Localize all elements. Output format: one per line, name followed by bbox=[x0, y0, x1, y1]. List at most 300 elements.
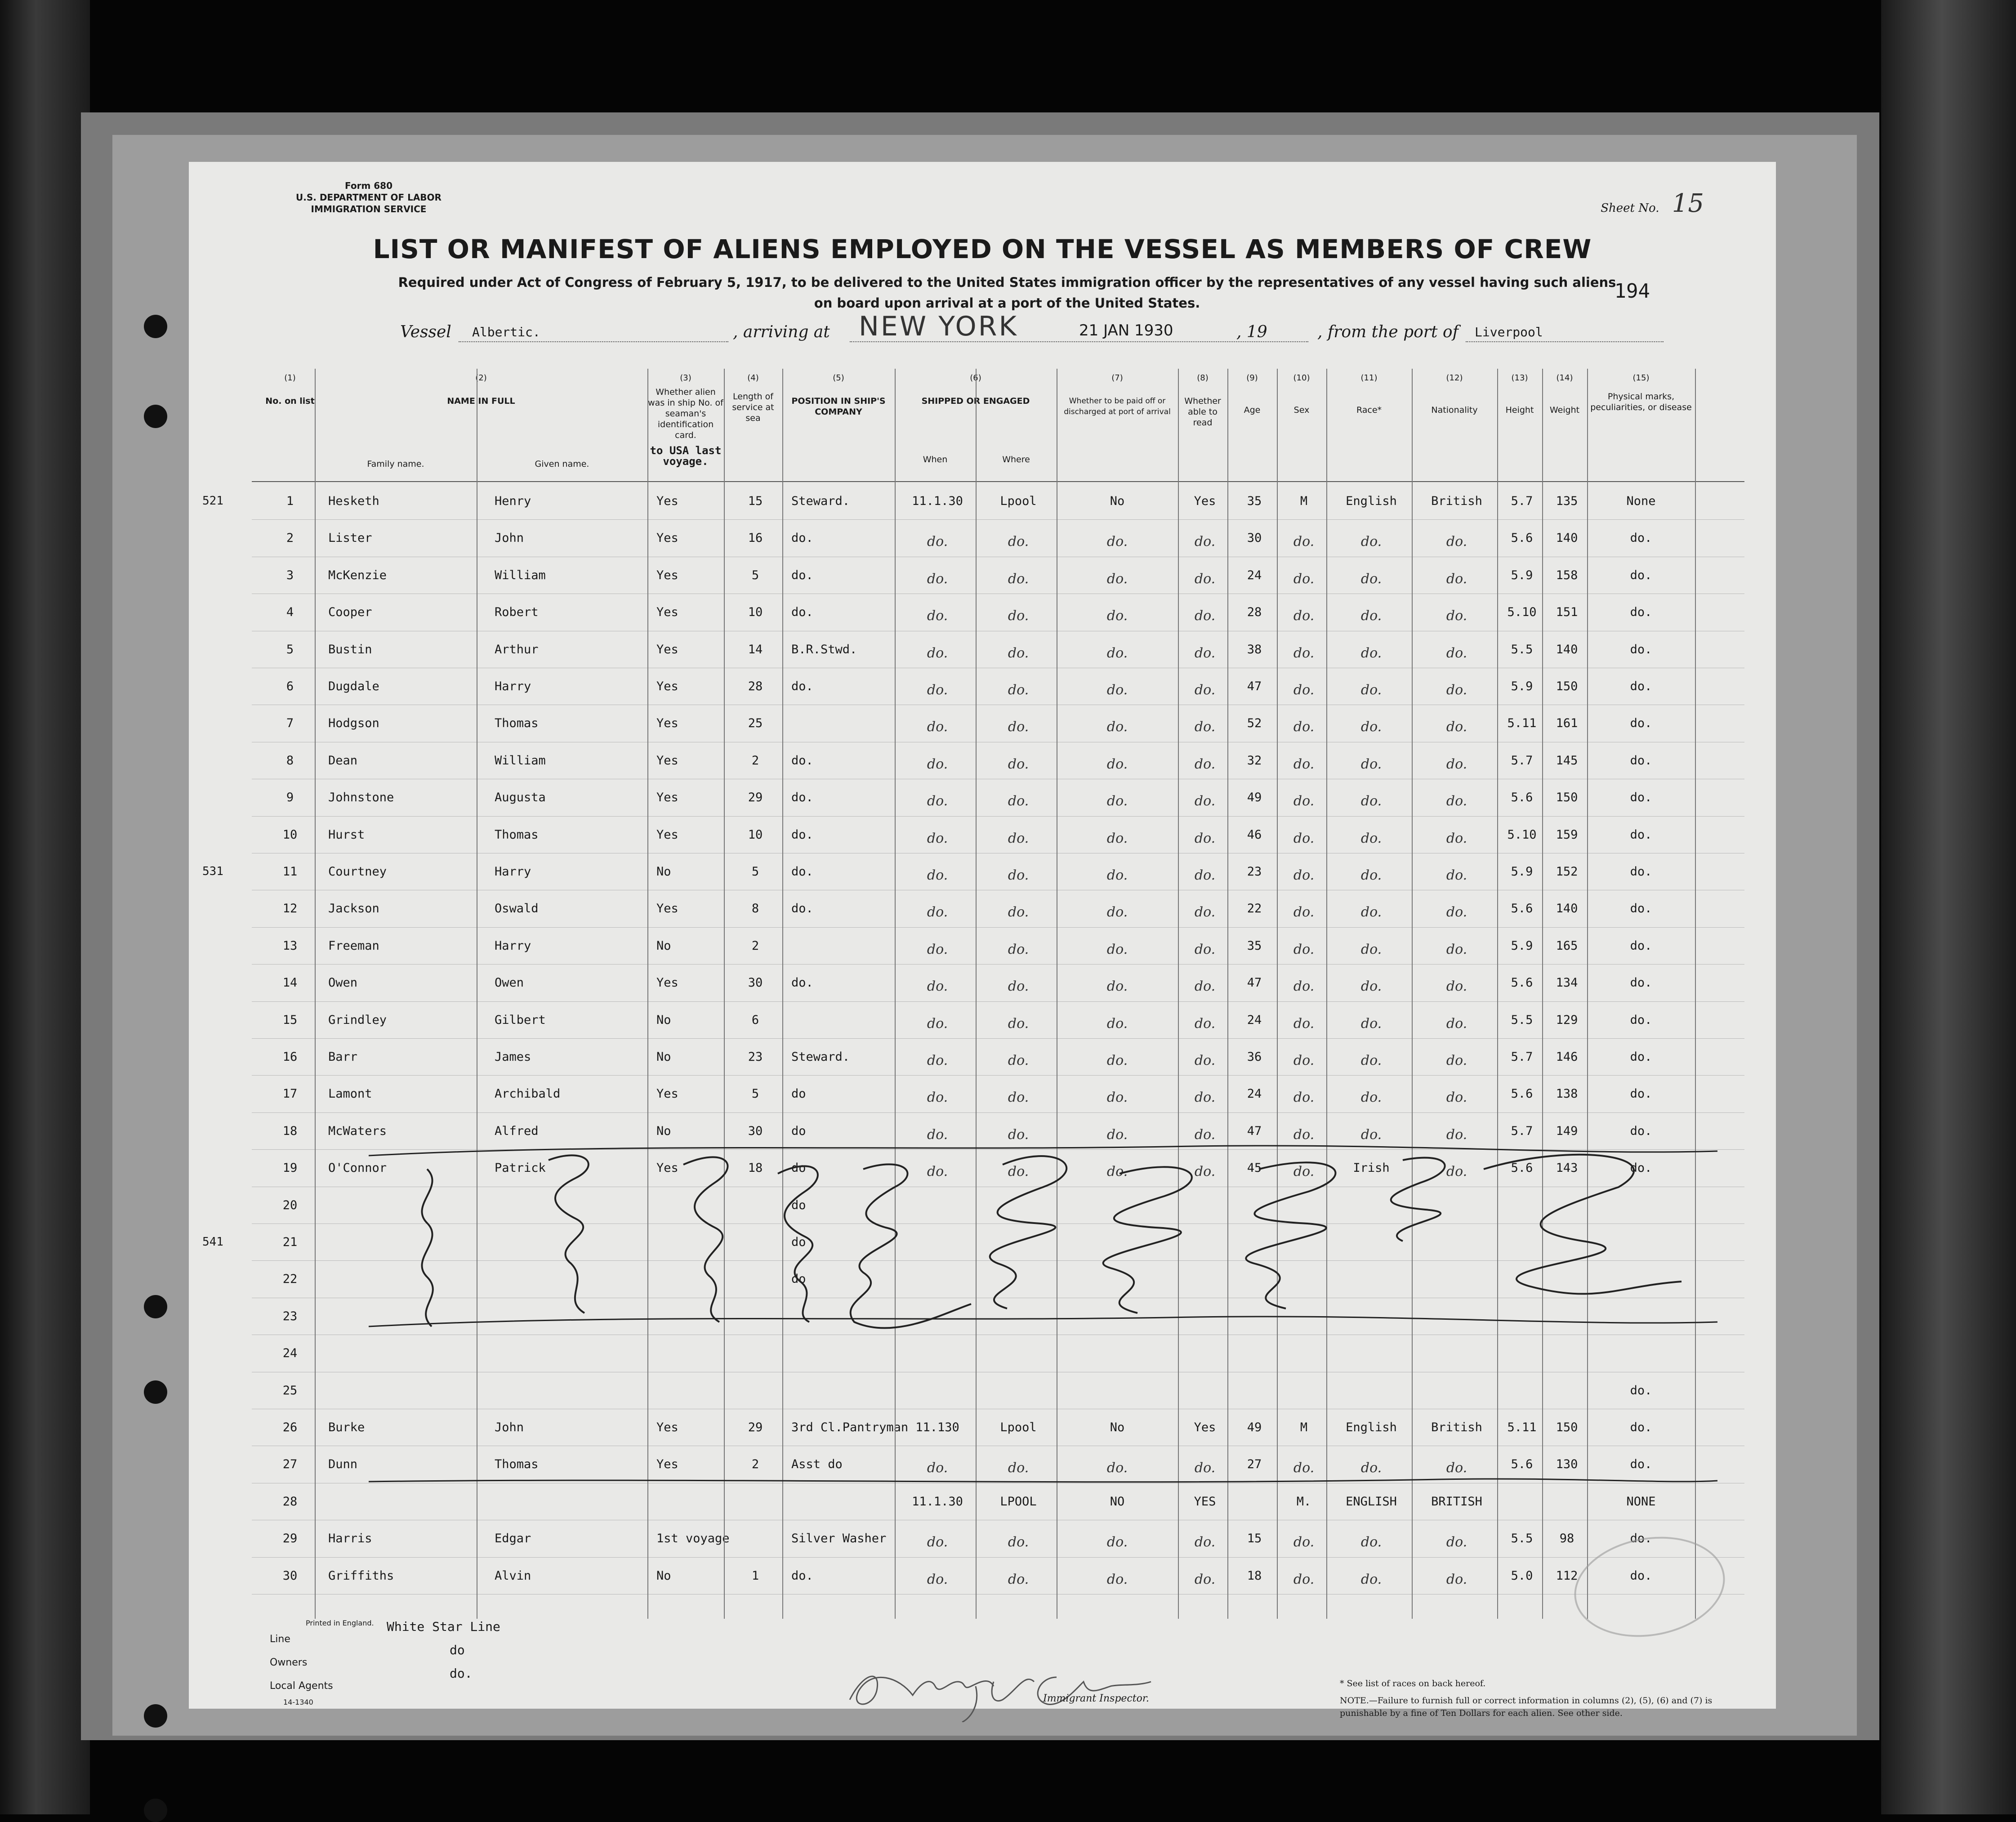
cell-no: 2 bbox=[286, 531, 294, 545]
cell-marks: do. bbox=[1630, 642, 1652, 656]
cell-service: 28 bbox=[748, 679, 763, 693]
cell-family: Burke bbox=[328, 1420, 365, 1434]
ditto-mark: do. bbox=[1360, 1534, 1382, 1550]
cell-service: 29 bbox=[748, 790, 763, 805]
cell-paid-off: No bbox=[1110, 494, 1125, 508]
sheet-value: 15 bbox=[1672, 189, 1704, 218]
service: IMMIGRATION SERVICE bbox=[311, 204, 427, 214]
ditto-mark: do. bbox=[1360, 719, 1382, 735]
table-row bbox=[252, 1373, 1744, 1409]
ditto-mark: do. bbox=[927, 1460, 948, 1476]
ditto-mark: do. bbox=[1008, 682, 1029, 698]
column-rule bbox=[895, 369, 896, 1619]
cell-in-ship: Yes bbox=[656, 531, 678, 545]
cell-given: Gilbert bbox=[495, 1013, 546, 1027]
cell-age: 46 bbox=[1247, 827, 1262, 842]
department: U.S. DEPARTMENT OF LABOR bbox=[296, 192, 442, 203]
cell-in-ship: Yes bbox=[656, 568, 678, 582]
column-rule bbox=[1695, 369, 1696, 1619]
column-number: (5) bbox=[833, 373, 844, 383]
header-weight: Weight bbox=[1549, 405, 1580, 415]
cell-age: 47 bbox=[1247, 679, 1262, 693]
cell-given: Alvin bbox=[495, 1568, 531, 1583]
cell-no: 16 bbox=[282, 1050, 298, 1064]
ditto-mark: do. bbox=[1008, 793, 1029, 809]
ditto-mark: do. bbox=[1194, 1090, 1216, 1106]
ditto-mark: do. bbox=[1194, 830, 1216, 846]
ditto-mark: do. bbox=[1194, 904, 1216, 920]
ditto-mark: do. bbox=[1008, 1090, 1029, 1106]
cell-service: 5 bbox=[751, 568, 759, 582]
cell-in-ship: No bbox=[656, 1013, 671, 1027]
year-label: , 19 bbox=[1236, 323, 1267, 341]
cell-service: 10 bbox=[748, 605, 763, 620]
cell-height: 5.6 bbox=[1511, 902, 1533, 916]
cell-race: English bbox=[1346, 494, 1397, 508]
cell-position: do. bbox=[791, 679, 813, 693]
cell-family: Griffiths bbox=[328, 1568, 394, 1583]
ditto-mark: do. bbox=[1293, 941, 1315, 957]
cell-given: Thomas bbox=[495, 716, 539, 731]
column-number: (15) bbox=[1632, 373, 1650, 383]
column-number: (13) bbox=[1511, 373, 1528, 383]
cell-weight: 150 bbox=[1556, 1420, 1578, 1434]
cell-no: 19 bbox=[282, 1161, 298, 1175]
cell-position: do. bbox=[791, 865, 813, 879]
cell-weight: 165 bbox=[1556, 938, 1578, 953]
cell-service: 2 bbox=[751, 753, 759, 768]
ditto-mark: do. bbox=[1106, 978, 1128, 995]
ditto-mark: do. bbox=[1293, 1126, 1315, 1143]
cell-in-ship: Yes bbox=[656, 753, 678, 768]
cell-position: do bbox=[791, 1161, 806, 1175]
ditto-mark: do. bbox=[1194, 756, 1216, 772]
ditto-mark: do. bbox=[927, 793, 948, 809]
cell-no: 26 bbox=[282, 1420, 298, 1434]
ditto-mark: do. bbox=[1360, 978, 1382, 995]
header-no-on-list: No. on list bbox=[265, 396, 315, 406]
ditto-mark: do. bbox=[1008, 1164, 1029, 1180]
owners-value: do bbox=[450, 1643, 465, 1657]
cell-height: 5.6 bbox=[1511, 531, 1533, 545]
column-rule bbox=[647, 369, 648, 1619]
cell-given: Archibald bbox=[495, 1087, 561, 1101]
ditto-mark: do. bbox=[1106, 1015, 1128, 1032]
cell-marks: do. bbox=[1630, 1532, 1652, 1546]
ditto-mark: do. bbox=[1194, 534, 1216, 550]
column-number: (12) bbox=[1446, 373, 1463, 383]
cell-age: 36 bbox=[1247, 1050, 1262, 1064]
printed-note: Printed in England. bbox=[306, 1619, 374, 1627]
ditto-mark: do. bbox=[1446, 1015, 1467, 1032]
ditto-mark: do. bbox=[1106, 904, 1128, 920]
cell-in-ship: Yes bbox=[656, 1087, 678, 1101]
ditto-mark: do. bbox=[1446, 830, 1467, 846]
ditto-mark: do. bbox=[1293, 1460, 1315, 1476]
cell-height: 5.9 bbox=[1511, 679, 1533, 693]
column-rule bbox=[1326, 369, 1327, 1619]
cell-service: 23 bbox=[748, 1050, 763, 1064]
margin-note: 541 bbox=[202, 1235, 223, 1249]
cell-height: 5.5 bbox=[1511, 642, 1533, 656]
column-rule bbox=[1587, 369, 1588, 1619]
cell-height: 5.0 bbox=[1511, 1568, 1533, 1583]
cell-age: 24 bbox=[1247, 1087, 1262, 1101]
vessel-name: Albertic. bbox=[472, 325, 540, 339]
ditto-mark: do. bbox=[1360, 534, 1382, 550]
cell-marks: None bbox=[1626, 494, 1656, 508]
cell-position: B.R.Stwd. bbox=[791, 642, 857, 656]
cell-family: Hurst bbox=[328, 827, 365, 842]
cell-family: Dean bbox=[328, 753, 358, 768]
cell-in-ship: 1st voyage bbox=[656, 1532, 730, 1546]
table-row bbox=[252, 965, 1744, 1001]
ditto-mark: do. bbox=[1446, 719, 1467, 735]
cell-marks: do. bbox=[1630, 1457, 1652, 1472]
cell-in-ship: Yes bbox=[656, 827, 678, 842]
ditto-mark: do. bbox=[1106, 1164, 1128, 1180]
ditto-mark: do. bbox=[1008, 1460, 1029, 1476]
binder-hole bbox=[144, 1380, 167, 1404]
ditto-mark: do. bbox=[1293, 534, 1315, 550]
cell-service: 5 bbox=[751, 1087, 759, 1101]
subtitle-line-1: Required under Act of Congress of February 5, 1917, to be delivered to the United States immigration officer by the representatives of any vessel having such aliens bbox=[398, 275, 1616, 290]
cell-weight: 145 bbox=[1556, 753, 1578, 768]
footer-labels bbox=[270, 1619, 374, 1707]
cell-no: 17 bbox=[282, 1087, 298, 1101]
ditto-mark: do. bbox=[1446, 1126, 1467, 1143]
cell-height: 5.6 bbox=[1511, 1087, 1533, 1101]
ditto-mark: do. bbox=[1106, 793, 1128, 809]
cell-family: Dunn bbox=[328, 1457, 358, 1472]
ditto-mark: do. bbox=[1360, 1090, 1382, 1106]
ditto-mark: do. bbox=[1194, 978, 1216, 995]
ditto-mark: do. bbox=[1360, 571, 1382, 587]
ditto-mark: do. bbox=[1446, 756, 1467, 772]
footnotes bbox=[1340, 1677, 1744, 1719]
cell-service: 1 bbox=[751, 1568, 759, 1583]
ditto-mark: do. bbox=[1293, 608, 1315, 624]
ditto-mark: do. bbox=[1008, 756, 1029, 772]
cell-height: 5.7 bbox=[1511, 494, 1533, 508]
ditto-mark: do. bbox=[1106, 1571, 1128, 1587]
cell-age: 30 bbox=[1247, 531, 1262, 545]
cell-weight: 161 bbox=[1556, 716, 1578, 731]
ditto-mark: do. bbox=[1194, 867, 1216, 883]
cell-position: do. bbox=[791, 531, 813, 545]
ditto-mark: do. bbox=[1194, 1534, 1216, 1550]
ditto-mark: do. bbox=[1008, 978, 1029, 995]
cell-when: 11.1.30 bbox=[912, 494, 963, 508]
cell-no: 27 bbox=[282, 1457, 298, 1472]
cell-height: 5.7 bbox=[1511, 1124, 1533, 1138]
ditto-mark: do. bbox=[927, 756, 948, 772]
form-number: Form 680 bbox=[344, 180, 392, 191]
header-position: POSITION IN SHIP'S COMPANY bbox=[791, 396, 886, 417]
cell-service: 2 bbox=[751, 938, 759, 953]
ditto-mark: do. bbox=[1360, 904, 1382, 920]
ditto-mark: do. bbox=[1446, 904, 1467, 920]
binder-hole bbox=[144, 1704, 167, 1728]
cell-age: 49 bbox=[1247, 1420, 1262, 1434]
cell-no: 9 bbox=[286, 790, 294, 805]
cell-given: Patrick bbox=[495, 1161, 546, 1175]
ditto-mark: do. bbox=[1008, 645, 1029, 661]
ditto-mark: do. bbox=[1008, 1053, 1029, 1068]
cell-read: Yes bbox=[1194, 1420, 1216, 1434]
binder-hole bbox=[144, 1295, 167, 1318]
cell-service: 30 bbox=[748, 1124, 763, 1138]
cell-marks: do. bbox=[1630, 938, 1652, 953]
cell-weight: 138 bbox=[1556, 1087, 1578, 1101]
cell-no: 21 bbox=[282, 1235, 298, 1249]
cell-given: Thomas bbox=[495, 1457, 539, 1472]
column-rule bbox=[1277, 369, 1278, 1619]
cell-height: 5.6 bbox=[1511, 1457, 1533, 1472]
cell-height: 5.11 bbox=[1507, 1420, 1537, 1434]
column-rule bbox=[782, 369, 783, 1619]
cell-given: John bbox=[495, 531, 524, 545]
cell-age: 32 bbox=[1247, 753, 1262, 768]
table-row bbox=[252, 483, 1744, 519]
ditto-mark: do. bbox=[1194, 1015, 1216, 1032]
cell-weight: 143 bbox=[1556, 1161, 1578, 1175]
header-nationality: Nationality bbox=[1431, 405, 1478, 415]
ditto-mark: do. bbox=[1360, 1571, 1382, 1587]
cell-position: do. bbox=[791, 1568, 813, 1583]
cell-no: 8 bbox=[286, 753, 294, 768]
cell-weight: 140 bbox=[1556, 902, 1578, 916]
ditto-mark: do. bbox=[1194, 1460, 1216, 1476]
cell-service: 10 bbox=[748, 827, 763, 842]
cell-marks: do. bbox=[1630, 1124, 1652, 1138]
cell-position: do. bbox=[791, 976, 813, 990]
cell-family: Lister bbox=[328, 531, 372, 545]
cell-no: 20 bbox=[282, 1198, 298, 1212]
ditto-mark: do. bbox=[1293, 867, 1315, 883]
cell-weight: 140 bbox=[1556, 531, 1578, 545]
cell-sex: M bbox=[1300, 1420, 1308, 1434]
cell-marks: do. bbox=[1630, 1087, 1652, 1101]
cell-marks: do. bbox=[1630, 1568, 1652, 1583]
cell-age: 52 bbox=[1247, 716, 1262, 731]
cell-no: 13 bbox=[282, 938, 298, 953]
cell-height: 5.10 bbox=[1507, 605, 1537, 620]
cell-no: 10 bbox=[282, 827, 298, 842]
cell-race: ENGLISH bbox=[1346, 1494, 1397, 1509]
cell-nationality: BRITISH bbox=[1431, 1494, 1482, 1509]
cell-position: do. bbox=[791, 827, 813, 842]
cell-weight: 159 bbox=[1556, 827, 1578, 842]
cell-weight: 149 bbox=[1556, 1124, 1578, 1138]
binder-right-edge bbox=[1881, 0, 2016, 1814]
ditto-mark: do. bbox=[1293, 1053, 1315, 1068]
cell-nationality: British bbox=[1431, 1420, 1482, 1434]
cell-family: Hodgson bbox=[328, 716, 379, 731]
cell-given: Harry bbox=[495, 679, 531, 693]
cell-no: 24 bbox=[282, 1346, 298, 1361]
cell-position: do. bbox=[791, 902, 813, 916]
cell-in-ship: Yes bbox=[656, 716, 678, 731]
ditto-mark: do. bbox=[927, 978, 948, 995]
ditto-mark: do. bbox=[1360, 830, 1382, 846]
column-number: (11) bbox=[1360, 373, 1378, 383]
cell-given: Oswald bbox=[495, 902, 539, 916]
cell-marks: do. bbox=[1630, 716, 1652, 731]
cell-family: McKenzie bbox=[328, 568, 387, 582]
ditto-mark: do. bbox=[927, 571, 948, 587]
cell-age: 24 bbox=[1247, 568, 1262, 582]
ditto-mark: do. bbox=[927, 682, 948, 698]
cell-position: do bbox=[791, 1198, 806, 1212]
reference-number: 194 bbox=[1614, 280, 1650, 303]
cell-marks: do. bbox=[1630, 1383, 1652, 1398]
ditto-mark: do. bbox=[1194, 682, 1216, 698]
cell-no: 11 bbox=[282, 865, 298, 879]
cell-age: 28 bbox=[1247, 605, 1262, 620]
ditto-mark: do. bbox=[1106, 645, 1128, 661]
cell-no: 12 bbox=[282, 902, 298, 916]
cell-race: Irish bbox=[1353, 1161, 1390, 1175]
cell-weight: 151 bbox=[1556, 605, 1578, 620]
ditto-mark: do. bbox=[1293, 1571, 1315, 1587]
cell-weight: 129 bbox=[1556, 1013, 1578, 1027]
ditto-mark: do. bbox=[1008, 1015, 1029, 1032]
cell-in-ship: No bbox=[656, 865, 671, 879]
ditto-mark: do. bbox=[1293, 756, 1315, 772]
cell-position: do. bbox=[791, 568, 813, 582]
cell-marks: do. bbox=[1630, 753, 1652, 768]
cell-no: 14 bbox=[282, 976, 298, 990]
cell-position: Steward. bbox=[791, 494, 850, 508]
column-rule bbox=[1497, 369, 1498, 1619]
cell-weight: 112 bbox=[1556, 1568, 1578, 1583]
cell-position: do bbox=[791, 1235, 806, 1249]
cell-paid-off: No bbox=[1110, 1420, 1125, 1434]
cell-no: 30 bbox=[282, 1568, 298, 1583]
port-stamp: NEW YORK bbox=[859, 311, 1018, 342]
ditto-mark: do. bbox=[1293, 645, 1315, 661]
ditto-mark: do. bbox=[1106, 830, 1128, 846]
cell-age: 35 bbox=[1247, 494, 1262, 508]
cell-service: 6 bbox=[751, 1013, 759, 1027]
cell-where: Lpool bbox=[1000, 494, 1037, 508]
cell-age: 35 bbox=[1247, 938, 1262, 953]
table-row bbox=[252, 854, 1744, 890]
cell-no: 15 bbox=[282, 1013, 298, 1027]
table-row bbox=[252, 743, 1744, 779]
table-row bbox=[252, 669, 1744, 705]
cell-given: William bbox=[495, 568, 546, 582]
cell-age: 24 bbox=[1247, 1013, 1262, 1027]
cell-weight: 134 bbox=[1556, 976, 1578, 990]
cell-age: 49 bbox=[1247, 790, 1262, 805]
ditto-mark: do. bbox=[1446, 1090, 1467, 1106]
ditto-mark: do. bbox=[1106, 571, 1128, 587]
cell-marks: do. bbox=[1630, 827, 1652, 842]
header-family-name: Family name. bbox=[367, 459, 424, 469]
column-number: (10) bbox=[1293, 373, 1310, 383]
header-col3: Whether alien was in ship No. of seaman's identification card. bbox=[648, 387, 723, 440]
page-title: LIST OR MANIFEST OF ALIENS EMPLOYED ON THE VESSEL AS MEMBERS OF CREW bbox=[373, 234, 1592, 264]
cell-position: Asst do bbox=[791, 1457, 843, 1472]
ditto-mark: do. bbox=[927, 1534, 948, 1550]
cell-weight: 135 bbox=[1556, 494, 1578, 508]
cell-height: 5.9 bbox=[1511, 865, 1533, 879]
cell-family: Harris bbox=[328, 1532, 372, 1546]
cell-service: 14 bbox=[748, 642, 763, 656]
ditto-mark: do. bbox=[927, 1090, 948, 1106]
cell-no: 25 bbox=[282, 1383, 298, 1398]
ditto-mark: do. bbox=[1360, 1053, 1382, 1068]
cell-in-ship: No bbox=[656, 1124, 671, 1138]
cell-given: Alfred bbox=[495, 1124, 539, 1138]
cell-marks: do. bbox=[1630, 1420, 1652, 1434]
header-where: Where bbox=[1002, 455, 1030, 464]
ditto-mark: do. bbox=[927, 1164, 948, 1180]
ditto-mark: do. bbox=[1008, 1571, 1029, 1587]
cell-marks: do. bbox=[1630, 1161, 1652, 1175]
table-row bbox=[252, 1076, 1744, 1112]
ditto-mark: do. bbox=[1446, 1053, 1467, 1068]
race-footnote: * See list of races on back hereof. bbox=[1340, 1679, 1486, 1688]
cell-height: 5.6 bbox=[1511, 976, 1533, 990]
ditto-mark: do. bbox=[927, 1571, 948, 1587]
cell-weight: 98 bbox=[1559, 1532, 1574, 1546]
cell-no: 1 bbox=[286, 494, 294, 508]
cell-age: 23 bbox=[1247, 865, 1262, 879]
ditto-mark: do. bbox=[1008, 534, 1029, 550]
ditto-mark: do. bbox=[1360, 1015, 1382, 1032]
cell-age: 47 bbox=[1247, 1124, 1262, 1138]
ditto-mark: do. bbox=[1446, 645, 1467, 661]
cell-marks: do. bbox=[1630, 531, 1652, 545]
penalty-note: NOTE.—Failure to furnish full or correct information in columns (2), (5), (6) and (7) is punishable by a fine of Ten Dollars for each alien. See other side. bbox=[1340, 1696, 1713, 1718]
cell-weight: 152 bbox=[1556, 865, 1578, 879]
cell-age: 38 bbox=[1247, 642, 1262, 656]
ditto-mark: do. bbox=[1446, 941, 1467, 957]
sheet-number bbox=[1601, 189, 1704, 218]
cell-given: James bbox=[495, 1050, 531, 1064]
header-physical-marks: Physical marks, peculiarities, or disease bbox=[1590, 392, 1692, 412]
table-row bbox=[252, 817, 1744, 853]
cell-position: Silver Washer bbox=[791, 1532, 887, 1546]
ditto-mark: do. bbox=[1008, 1126, 1029, 1143]
header-shipped-engaged: SHIPPED OR ENGAGED bbox=[921, 396, 1030, 406]
cell-family: Bustin bbox=[328, 642, 372, 656]
cell-family: Grindley bbox=[328, 1013, 387, 1027]
cell-weight: 140 bbox=[1556, 642, 1578, 656]
cell-no: 7 bbox=[286, 716, 294, 731]
cell-position: do bbox=[791, 1087, 806, 1101]
ditto-mark: do. bbox=[1106, 756, 1128, 772]
ditto-mark: do. bbox=[1293, 682, 1315, 698]
ditto-mark: do. bbox=[1106, 1534, 1128, 1550]
cell-marks: do. bbox=[1630, 790, 1652, 805]
column-rule bbox=[1178, 369, 1179, 1619]
cell-family: Freeman bbox=[328, 938, 379, 953]
ditto-mark: do. bbox=[1194, 608, 1216, 624]
column-rule bbox=[976, 369, 977, 1619]
line-label: Line bbox=[270, 1634, 290, 1645]
cell-in-ship: Yes bbox=[656, 679, 678, 693]
table-row bbox=[252, 1335, 1744, 1371]
binder-left-edge bbox=[0, 0, 90, 1814]
ditto-mark: do. bbox=[1106, 608, 1128, 624]
cancellation-scribbles bbox=[360, 1142, 1731, 1335]
cell-read: YES bbox=[1194, 1494, 1216, 1509]
cell-height: 5.7 bbox=[1511, 1050, 1533, 1064]
